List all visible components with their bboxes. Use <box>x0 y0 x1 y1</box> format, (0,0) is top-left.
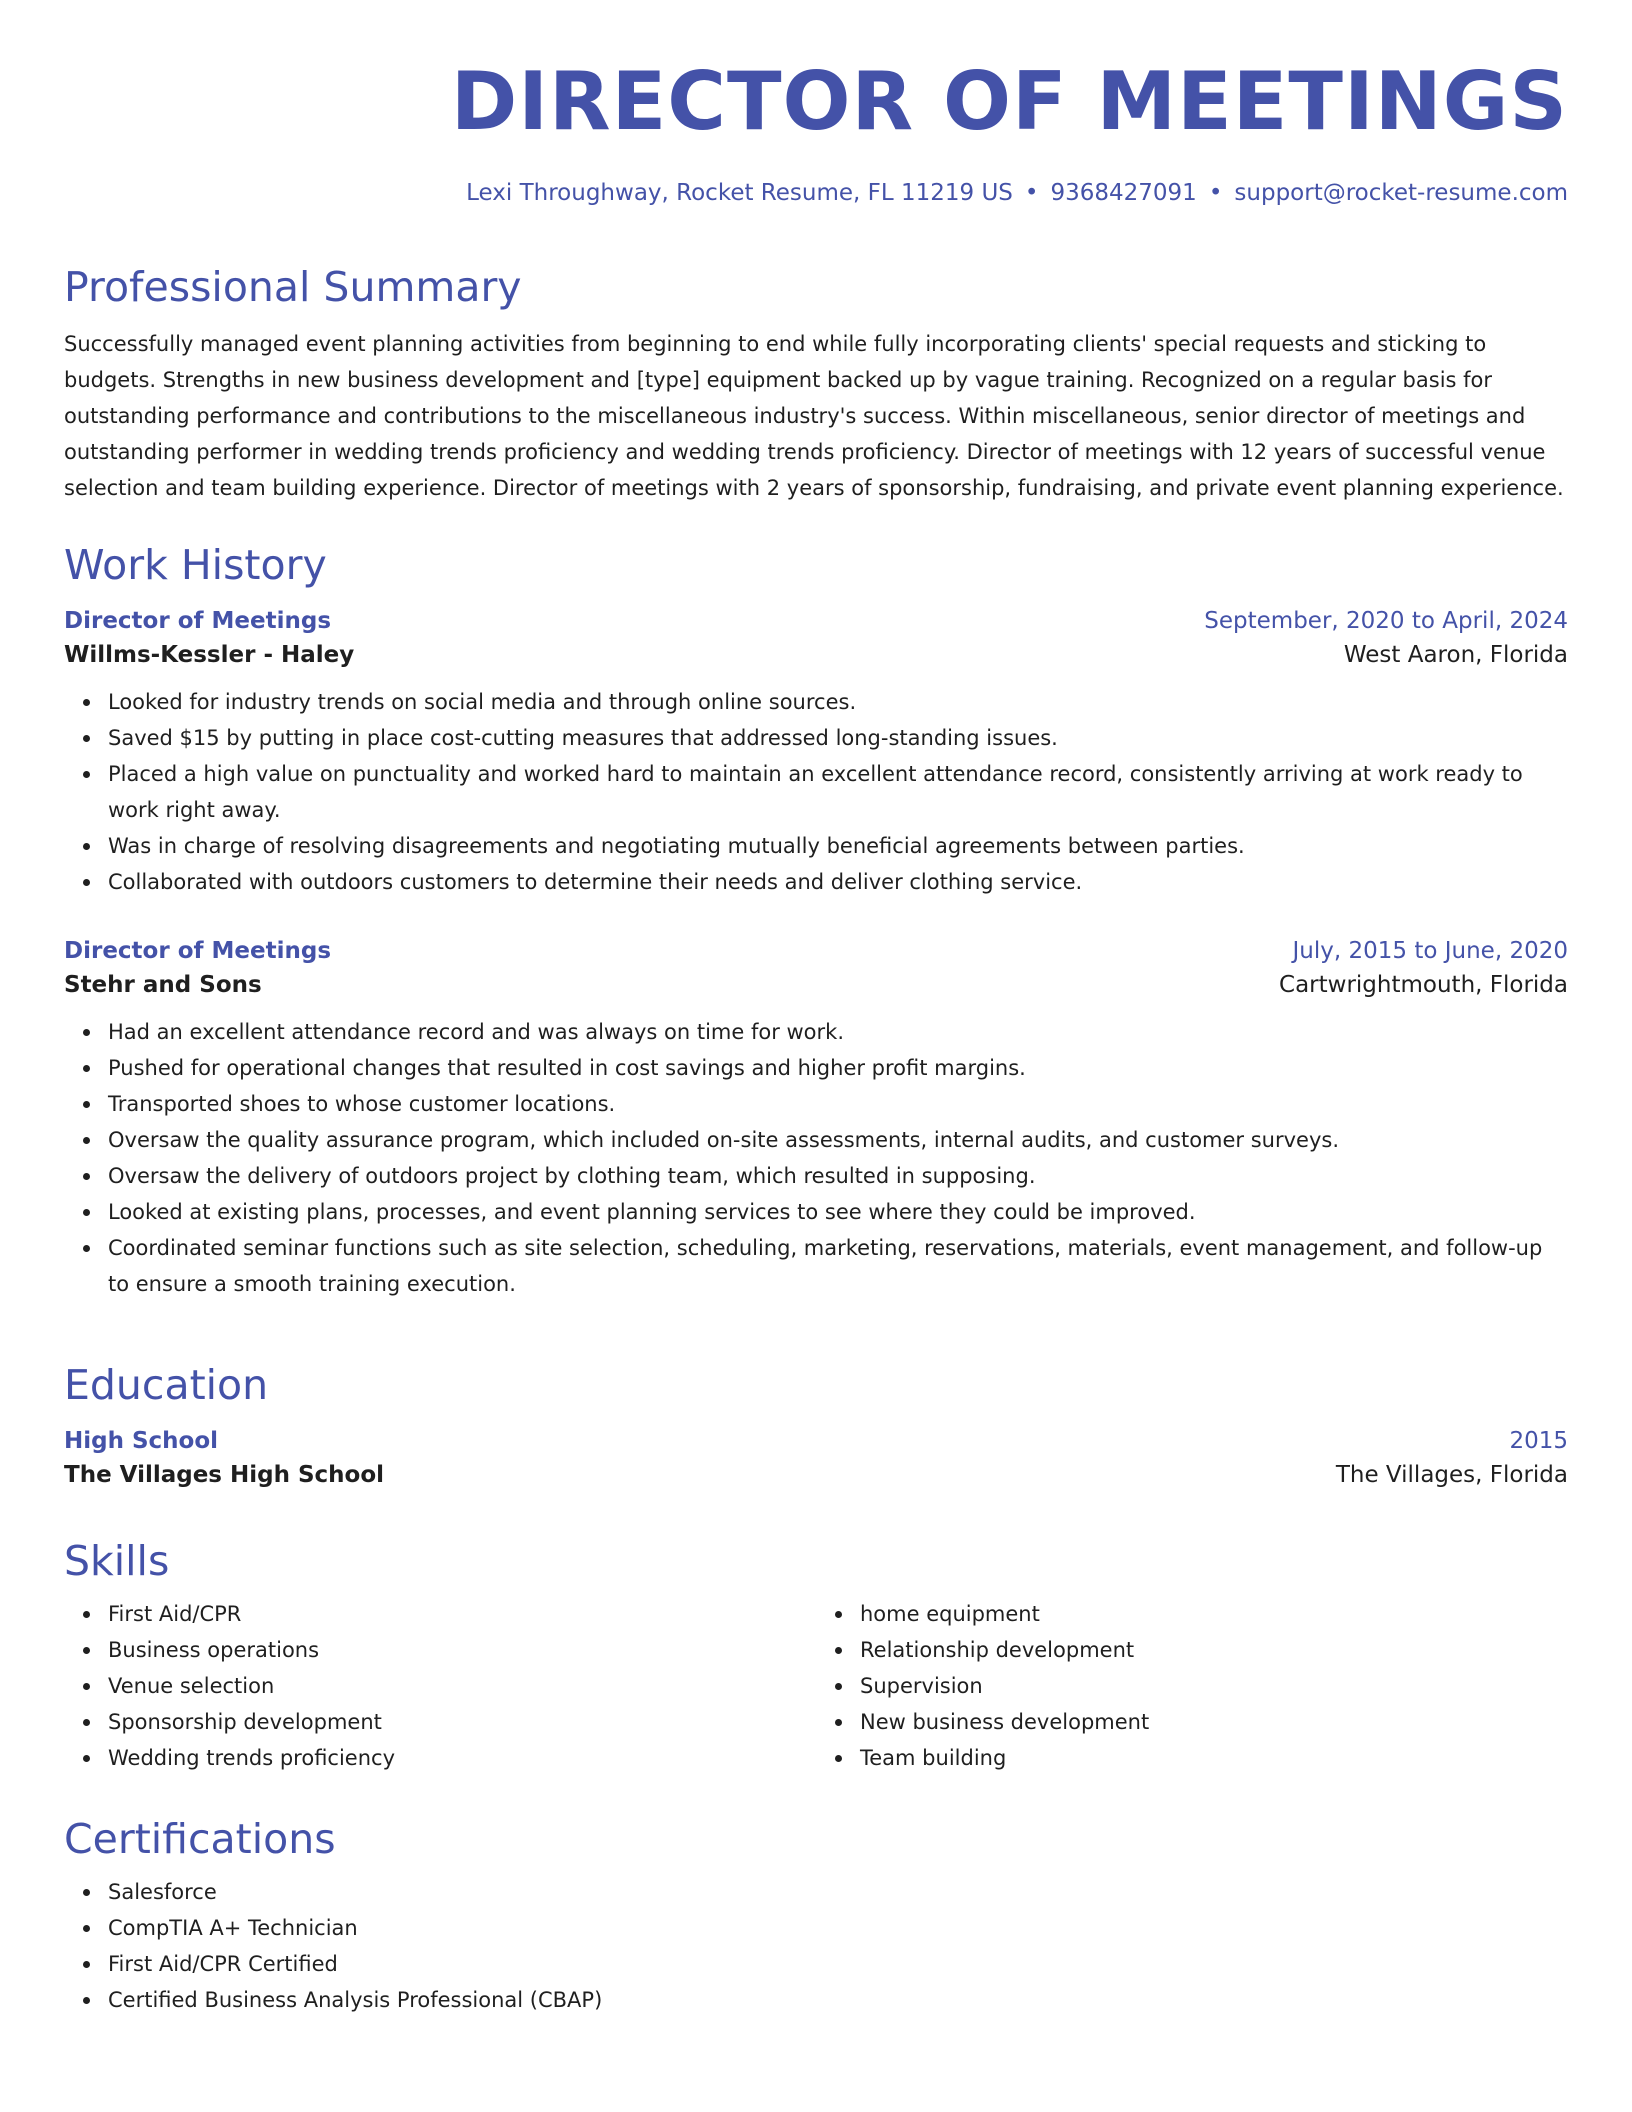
work-history-heading: Work History <box>64 541 327 589</box>
job-entry <box>64 938 1568 1302</box>
list-item: Had an excellent attendance record and was always on time for work. <box>108 1014 1568 1050</box>
list-item: Venue selection <box>108 1668 816 1704</box>
education-year: 2015 <box>1509 1428 1568 1454</box>
certifications-section <box>64 1814 1568 2018</box>
list-item: New business development <box>860 1704 1568 1740</box>
list-item: Team building <box>860 1740 1568 1776</box>
summary-heading: Professional Summary <box>64 263 522 311</box>
job-bullets <box>64 684 1568 900</box>
job-entry <box>64 608 1568 900</box>
list-item: Collaborated with outdoors customers to determine their needs and deliver clothing service. <box>108 864 1568 900</box>
list-item: Looked at existing plans, processes, and event planning services to see where they could be improved. <box>108 1194 1568 1230</box>
job-title: Director of Meetings <box>64 608 332 634</box>
job-title: Director of Meetings <box>64 938 332 964</box>
education-location: The Villages, Florida <box>1335 1462 1568 1488</box>
contact-separator: • <box>1208 180 1223 206</box>
list-item: Business operations <box>108 1632 816 1668</box>
skills-heading: Skills <box>64 1537 170 1585</box>
summary-section <box>64 262 1568 506</box>
summary-text: Successfully managed event planning activities from beginning to end while fully incorporating clients' special requests and sticking to budgets. Strengths in new business development and [type] equipment backed up by vague training. Recognized on a regular basis for outstanding performance and contributions to the miscellaneous industry's success. Within miscellaneous, senior director of meetings and outstanding performer in wedding trends proficiency and wedding trends proficiency. Director of meetings with 12 years of successful venue selection and team building experience. Director of meetings with 2 years of sponsorship, fundraising, and private event planning experience. <box>64 332 1564 500</box>
list-item: Pushed for operational changes that resulted in cost savings and higher profit margins. <box>108 1050 1568 1086</box>
contact-address: Lexi Throughway, Rocket Resume, FL 11219 US <box>466 180 1013 206</box>
list-item: Sponsorship development <box>108 1704 816 1740</box>
list-item: Salesforce <box>108 1874 1568 1910</box>
list-item: home equipment <box>860 1596 1568 1632</box>
list-item: Supervision <box>860 1668 1568 1704</box>
contact-email: support@rocket-resume.com <box>1234 180 1568 206</box>
skills-list-left <box>64 1596 816 1776</box>
list-item: Placed a high value on punctuality and worked hard to maintain an excellent attendance record, consistently arriving at work ready to work right away. <box>108 756 1568 828</box>
list-item: Wedding trends proficiency <box>108 1740 816 1776</box>
job-location: Cartwrightmouth, Florida <box>1279 972 1568 998</box>
list-item: First Aid/CPR <box>108 1596 816 1632</box>
education-section <box>64 1360 1568 1488</box>
education-heading: Education <box>64 1361 269 1409</box>
certifications-heading: Certifications <box>64 1815 336 1863</box>
skills-section <box>64 1536 1568 1776</box>
skills-list-right <box>816 1596 1568 1776</box>
job-dates: July, 2015 to June, 2020 <box>1292 938 1568 964</box>
list-item: First Aid/CPR Certified <box>108 1946 1568 1982</box>
resume-title: DIRECTOR OF MEETINGS <box>450 55 1568 148</box>
list-item: Was in charge of resolving disagreements and negotiating mutually beneficial agreements between parties. <box>108 828 1568 864</box>
skills-grid <box>64 1596 1568 1776</box>
list-item: CompTIA A+ Technician <box>108 1910 1568 1946</box>
list-item: Oversaw the delivery of outdoors project by clothing team, which resulted in supposing. <box>108 1158 1568 1194</box>
job-company: Willms-Kessler - Haley <box>64 642 355 668</box>
list-item: Saved $15 by putting in place cost-cutting measures that addressed long-standing issues. <box>108 720 1568 756</box>
contact-phone: 9368427091 <box>1050 180 1197 206</box>
list-item: Certified Business Analysis Professional (CBAP) <box>108 1982 1568 2018</box>
job-location: West Aaron, Florida <box>1343 642 1568 668</box>
education-degree: High School <box>64 1428 219 1454</box>
job-dates: September, 2020 to April, 2024 <box>1204 608 1568 634</box>
education-school: The Villages High School <box>64 1462 385 1488</box>
job-bullets <box>64 1014 1568 1302</box>
list-item: Coordinated seminar functions such as site selection, scheduling, marketing, reservations, materials, event management, and follow-up to ensure a smooth training execution. <box>108 1230 1568 1302</box>
certifications-list <box>64 1874 1568 2018</box>
list-item: Oversaw the quality assurance program, which included on-site assessments, internal audits, and customer surveys. <box>108 1122 1568 1158</box>
job-company: Stehr and Sons <box>64 972 262 998</box>
list-item: Relationship development <box>860 1632 1568 1668</box>
list-item: Transported shoes to whose customer locations. <box>108 1086 1568 1122</box>
contact-line <box>466 178 1568 208</box>
list-item: Looked for industry trends on social media and through online sources. <box>108 684 1568 720</box>
work-history-section <box>64 540 1568 1302</box>
contact-separator: • <box>1024 180 1039 206</box>
